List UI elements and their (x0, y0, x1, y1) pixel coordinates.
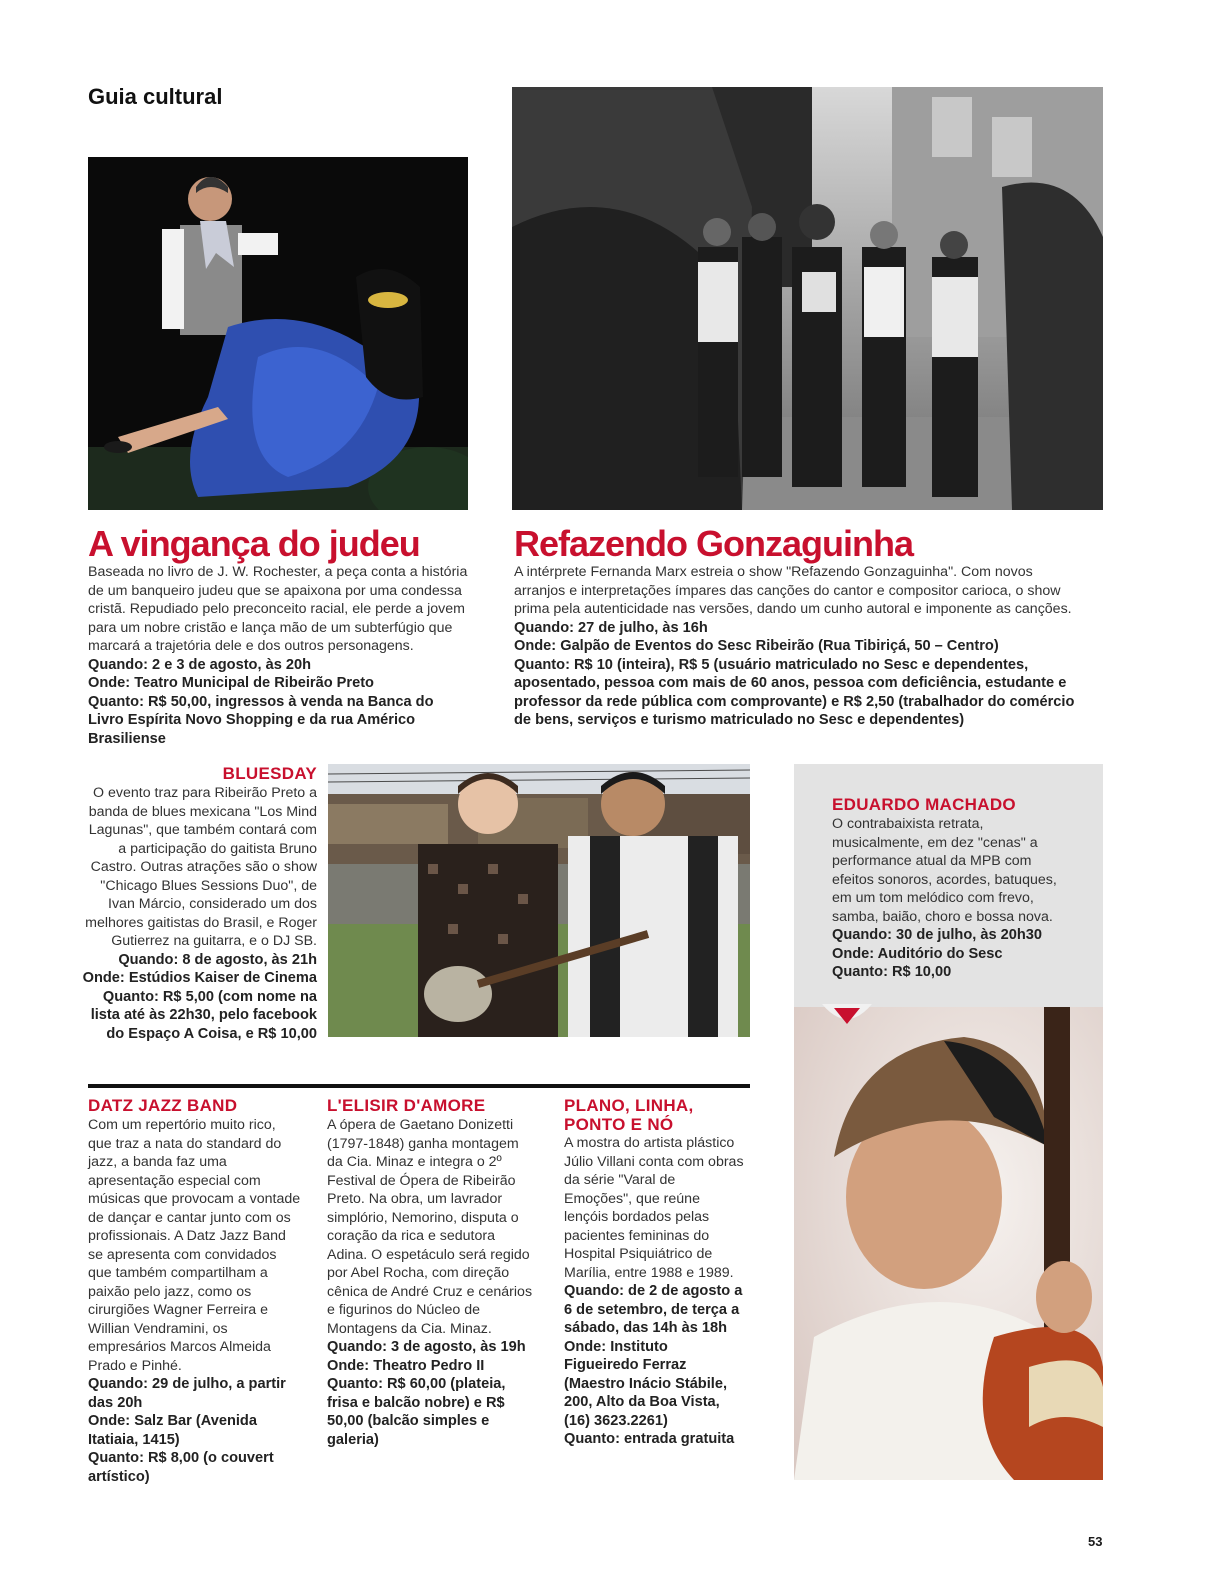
vinganca-quando: Quando: 2 e 3 de agosto, às 20h (88, 656, 312, 673)
page-number: 53 (1088, 1534, 1103, 1549)
article-title-bluesday: BLUESDAY (222, 764, 317, 783)
article-plano (564, 1134, 744, 1449)
gonzaguinha-quanto: Quanto: R$ 10 (inteira), R$ 5 (usuário matriculado no Sesc e dependentes, aposentado, pessoa com mais de 60 anos, pessoa com deficiência, estudante e professor da rede pública com comprovante) e R$ 2,50 (trabalhador do comércio de bens, serviços e turismo matriculado no Sesc e dependentes) (514, 656, 1075, 728)
article-title-gonzaguinha: Refazendo Gonzaguinha (514, 523, 914, 564)
article-title-elisir: L'ELISIR D'AMORE (327, 1096, 486, 1115)
elisir-quanto: Quanto: R$ 60,00 (plateia, frisa e balcão nobre) e R$ 50,00 (balcão simples e galeria) (327, 1376, 506, 1448)
red-arrow-icon (822, 1004, 872, 1030)
article-title-eduardo: EDUARDO MACHADO (832, 795, 1016, 814)
eduardo-photo (794, 1007, 1103, 1480)
plano-onde: Onde: Instituto Figueiredo Ferraz (Maestro Inácio Stábile, 200, Alto da Boa Vista, (16) 3623.2261) (564, 1338, 728, 1429)
article-eduardo-body: O contrabaixista retrata, musicalmente, em dez "cenas" a performance atual da MPB com efeitos sonoros, acordes, batuques, em um tom melódico com frevo, samba, baião, choro e bossa nova. (832, 816, 1057, 925)
bluesday-onde: Onde: Estúdios Kaiser de Cinema (82, 970, 317, 986)
section-divider (88, 1084, 750, 1088)
article-gonzaguinha (514, 563, 1086, 730)
article-title-vinganca: A vingança do judeu (88, 523, 420, 564)
article-eduardo (832, 815, 1072, 982)
bluesday-quanto: Quanto: R$ 5,00 (com nome na lista até às 22h30, pelo facebook do Espaço A Coisa, e R$ 10,00 (90, 988, 317, 1042)
datz-quanto: Quanto: R$ 8,00 (o couvert artístico) (88, 1450, 274, 1485)
vinganca-quanto: Quanto: R$ 50,00, ingressos à venda na Banca do Livro Espírita Novo Shopping e da rua Américo Brasiliense (88, 693, 434, 747)
vinganca-onde: Onde: Teatro Municipal de Ribeirão Preto (88, 675, 374, 691)
gonzaguinha-quando: Quando: 27 de julho, às 16h (514, 619, 708, 636)
article-plano-body: A mostra do artista plástico Júlio Villani conta com obras da série "Varal de Emoções", que reúne lençóis bordados pelas pacientes femininas do Hospital Psiquiátrico de Marília, entre 1988 e 1989. (564, 1135, 744, 1281)
article-title-datz: DATZ JAZZ BAND (88, 1096, 238, 1115)
article-title-plano: PLANO, LINHA, PONTO E NÓ (564, 1096, 694, 1134)
article-datz (88, 1116, 302, 1486)
band-street-photo (512, 87, 1103, 510)
section-label: Guia cultural (88, 84, 223, 109)
bluesday-quando: Quando: 8 de agosto, às 21h (118, 951, 317, 968)
article-bluesday (82, 784, 317, 1043)
theatre-photo (88, 157, 468, 510)
article-elisir (327, 1116, 537, 1449)
eduardo-quando: Quando: 30 de julho, às 20h30 (832, 927, 1043, 943)
article-vinganca (88, 563, 470, 748)
plano-quanto: Quanto: entrada gratuita (564, 1431, 735, 1447)
eduardo-quanto: Quanto: R$ 10,00 (832, 964, 952, 980)
article-elisir-body: A ópera de Gaetano Donizetti (1797-1848) ganha montagem da Cia. Minaz e integra o 2º Festival de Ópera de Ribeirão Preto. Na obra, um lavrador simplório, Nemorino, disputa o coração da rica e sedutora Adina. O espetáculo será regido por Abel Rocha, com direção cênica de André Cruz e cenários e figurinos do Núcleo de Montagens da Cia. Minaz. (327, 1117, 533, 1337)
eduardo-onde: Onde: Auditório do Sesc (832, 945, 1003, 962)
article-gonzaguinha-body: A intérprete Fernanda Marx estreia o show "Refazendo Gonzaguinha". Com novos arranjos e interpretações ímpares das canções do cantor e compositor carioca, o show prima pela autenticidade nas versões, dando um cunho autoral e imponente as canções. (514, 564, 1072, 617)
elisir-onde: Onde: Theatro Pedro II (327, 1357, 485, 1374)
blues-duo-photo (328, 764, 750, 1037)
article-bluesday-body: O evento traz para Ribeirão Preto a banda de blues mexicana "Los Mind Lagunas", que também contará com a participação do gaitista Bruno Castro. Outras atrações são o show "Chicago Blues Sessions Duo", de Ivan Márcio, considerado um dos melhores gaitistas do Brasil, e Roger Gutierrez na guitarra, e o DJ SB. (85, 785, 317, 949)
datz-onde: Onde: Salz Bar (Avenida Itatiaia, 1415) (88, 1413, 257, 1448)
article-vinganca-body: Baseada no livro de J. W. Rochester, a peça conta a história de um banqueiro judeu que se apaixona por uma condessa cristã. Repudiado pelo preconceito racial, ele perde a jovem para um nobre cristão e lança mão de um subterfúgio que marcará a trajetória dele e dos outros personagens. (88, 564, 468, 654)
gonzaguinha-onde: Onde: Galpão de Eventos do Sesc Ribeirão (Rua Tibiriçá, 50 – Centro) (514, 638, 999, 654)
datz-quando: Quando: 29 de julho, a partir das 20h (88, 1376, 286, 1411)
elisir-quando: Quando: 3 de agosto, às 19h (327, 1339, 526, 1355)
article-datz-body: Com um repertório muito rico, que traz a nata do standard do jazz, a banda faz uma apresentação especial com músicas que provocam a vontade de dançar e cantar junto com os profissionais. A Datz Jazz Band se apresenta com convidados que também compartilham a paixão pelo jazz, como os cirurgiões Wagner Ferreira e Willian Vendramini, os empresários Marcos Almeida Prado e Pinhé. (88, 1117, 301, 1374)
plano-quando: Quando: de 2 de agosto a 6 de setembro, de terça a sábado, das 14h às 18h (564, 1283, 743, 1336)
